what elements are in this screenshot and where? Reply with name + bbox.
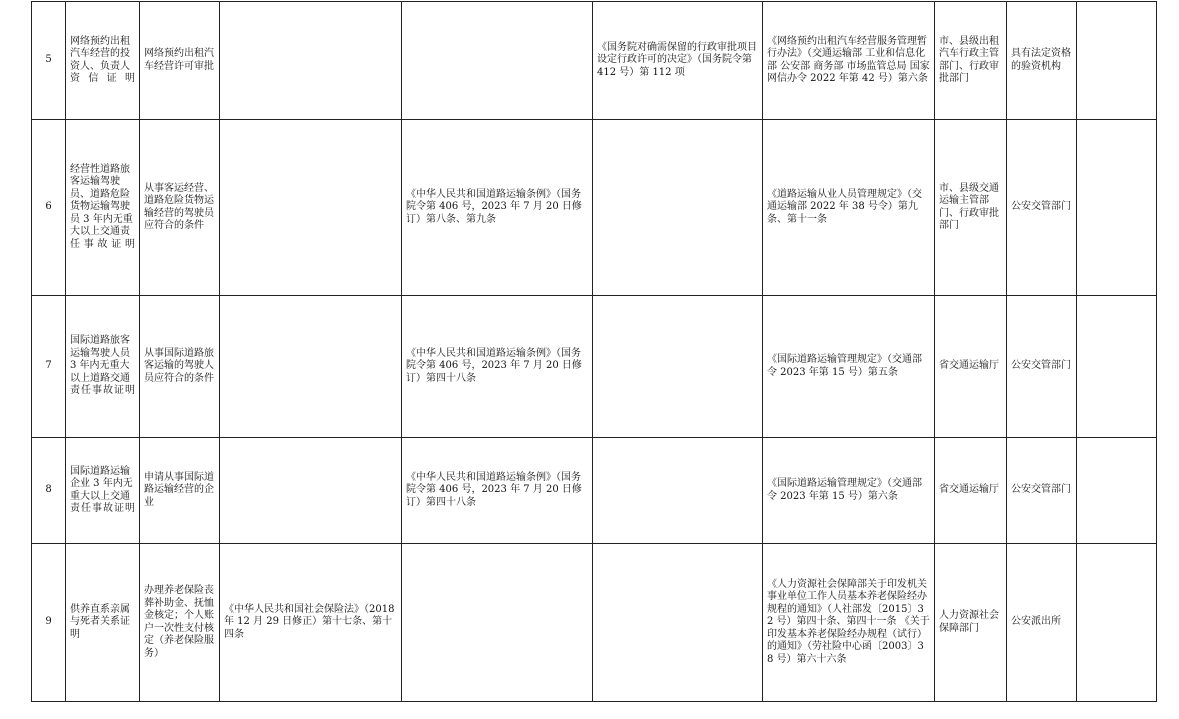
- cell-regulation-basis: 《中华人民共和国道路运输条例》（国务院令第 406 号，2023 年 7 月 20 日修订）第四十八条: [402, 438, 593, 544]
- cell-state-council-decision: 《国务院对确需保留的行政审批项目设定行政许可的决定》（国务院令第 412 号）第 112 项: [593, 2, 763, 120]
- cell-department: 市、县级出租汽车行政主管部门、行政审批部门: [935, 2, 1007, 120]
- cell-department: 省交通运输厅: [935, 438, 1007, 544]
- cell-law-basis: [220, 438, 402, 544]
- cell-issuer: 公安交管部门: [1007, 438, 1077, 544]
- cell-state-council-decision: [593, 544, 763, 702]
- cell-certificate-name: 供养直系亲属与死者关系证明: [66, 544, 140, 702]
- cell-issuer: 公安交管部门: [1007, 296, 1077, 438]
- cell-matter: 办理养老保险丧葬补助金、抚恤金核定；个人账户一次性支付核定（养老保险服务）: [140, 544, 220, 702]
- cell-issuer: 公安派出所: [1007, 544, 1077, 702]
- cell-number: 9: [32, 544, 66, 702]
- cell-matter: 从事国际道路旅客运输的驾驶人员应符合的条件: [140, 296, 220, 438]
- cell-certificate-name: 经营性道路旅客运输驾驶员、道路危险货物运输驾驶员 3 年内无重大以上交通责任事故证明: [66, 120, 140, 296]
- cell-certificate-name: 网络预约出租汽车经营的投资人、负责人资信证明: [66, 2, 140, 120]
- cell-regulation-basis: 《中华人民共和国道路运输条例》（国务院令第 406 号，2023 年 7 月 20 日修订）第八条、第九条: [402, 120, 593, 296]
- table-row: [32, 2, 1157, 120]
- cell-law-basis: [220, 296, 402, 438]
- cell-remark: [1077, 438, 1157, 544]
- cell-number: 8: [32, 438, 66, 544]
- cell-remark: [1077, 2, 1157, 120]
- cell-number: 5: [32, 2, 66, 120]
- certificate-table: [31, 1, 1157, 702]
- cell-issuer: 具有法定资格的验资机构: [1007, 2, 1077, 120]
- cell-rule-basis: 《道路运输从业人员管理规定》（交通运输部 2022 年 38 号令）第九条、第十一条: [763, 120, 935, 296]
- table-row: [32, 120, 1157, 296]
- cell-number: 7: [32, 296, 66, 438]
- cell-law-basis: 《中华人民共和国社会保险法》（2018 年 12 月 29 日修正）第十七条、第十四条: [220, 544, 402, 702]
- cell-rule-basis: 《国际道路运输管理规定》（交通部令 2023 年第 15 号）第五条: [763, 296, 935, 438]
- cell-certificate-name: 国际道路旅客运输驾驶人员 3 年内无重大以上道路交通责任事故证明: [66, 296, 140, 438]
- cell-department: 省交通运输厅: [935, 296, 1007, 438]
- cell-remark: [1077, 296, 1157, 438]
- cell-state-council-decision: [593, 438, 763, 544]
- cell-remark: [1077, 120, 1157, 296]
- cell-state-council-decision: [593, 296, 763, 438]
- table-row: [32, 438, 1157, 544]
- cell-certificate-name: 国际道路运输企业 3 年内无重大以上交通责任事故证明: [66, 438, 140, 544]
- cell-department: 市、县级交通运输主管部门、行政审批部门: [935, 120, 1007, 296]
- cell-rule-basis: 《人力资源社会保障部关于印发机关事业单位工作人员基本养老保险经办规程的通知》（人社部发〔2015〕32 号）第四十条、第四十一条 《关于印发基本养老保险经办规程（试行）的通知》（劳社险中心函〔2003〕38 号）第六十六条: [763, 544, 935, 702]
- cell-rule-basis: 《网络预约出租汽车经营服务管理暂行办法》（交通运输部 工业和信息化部 公安部 商务部 市场监管总局 国家网信办令 2022 年第 42 号）第六条: [763, 2, 935, 120]
- cell-issuer: 公安交管部门: [1007, 120, 1077, 296]
- cell-rule-basis: 《国际道路运输管理规定》（交通部令 2023 年第 15 号）第六条: [763, 438, 935, 544]
- cell-regulation-basis: [402, 544, 593, 702]
- table-row: [32, 296, 1157, 438]
- cell-law-basis: [220, 120, 402, 296]
- cell-regulation-basis: 《中华人民共和国道路运输条例》（国务院令第 406 号，2023 年 7 月 20 日修订）第四十八条: [402, 296, 593, 438]
- cell-matter: 申请从事国际道路运输经营的企业: [140, 438, 220, 544]
- document-page: [31, 1, 1157, 702]
- cell-remark: [1077, 544, 1157, 702]
- table-row: [32, 544, 1157, 702]
- cell-state-council-decision: [593, 120, 763, 296]
- cell-department: 人力资源社会保障部门: [935, 544, 1007, 702]
- cell-regulation-basis: [402, 2, 593, 120]
- cell-matter: 从事客运经营、道路危险货物运输经营的驾驶员应符合的条件: [140, 120, 220, 296]
- cell-number: 6: [32, 120, 66, 296]
- cell-law-basis: [220, 2, 402, 120]
- cell-matter: 网络预约出租汽车经营许可审批: [140, 2, 220, 120]
